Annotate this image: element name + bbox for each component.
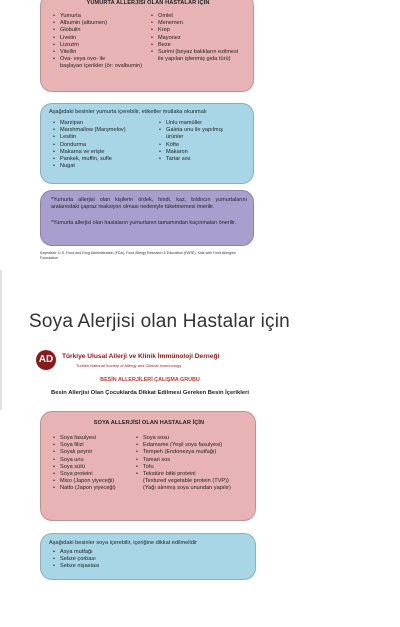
- soy-main-box: [40, 411, 256, 521]
- egg-note-box: [40, 190, 254, 246]
- list-item: • Soya fasulyesi: [53, 435, 143, 442]
- list-item: • Sebze çorbası: [53, 556, 233, 563]
- list-item: • Menemen: [151, 20, 255, 27]
- list-item: • Marzipan: [53, 120, 153, 127]
- list-item: • Köfte: [159, 142, 255, 149]
- soy-main-col1: [53, 435, 143, 493]
- list-item: • Surimi (beyaz balıkların ezilmesi ile yapılan işlenmiş gıda türü): [151, 49, 255, 63]
- study-group: BESİN ALLERJİLERİ ÇALIŞMA GRUBU: [100, 377, 200, 383]
- list-item: • Soya sütü: [53, 464, 143, 471]
- list-item: • Pankek, muffin, sufle: [53, 156, 153, 163]
- list-item: • Globulin: [53, 27, 153, 34]
- list-item: • Soya filizi: [53, 442, 143, 449]
- list-item: • Lizozim: [53, 42, 153, 49]
- list-item: • Krep: [151, 27, 255, 34]
- egg-main-box: [40, 0, 254, 92]
- association-name-en: Turkish National Society of Allergy and Clinical Immunology: [76, 363, 182, 368]
- list-item: • Edamame (Yeşil soya fasulyesi): [136, 442, 257, 449]
- list-item: • Nugat: [53, 163, 153, 170]
- egg-maybe-col1: [53, 120, 153, 170]
- egg-main-col1: [53, 13, 153, 71]
- list-item: • Ova- veya ovo- ile başlayan içerikler (ör: ovalbumin): [53, 56, 153, 70]
- egg-maybe-col2: [159, 120, 255, 163]
- egg-main-box-title: YUMURTA ALLERJİSİ OLAN HASTALAR İÇİN: [86, 0, 210, 6]
- soy-poster-subtitle: Besin Allerjisi Olan Çocuklarda Dikkat Edilmesi Gereken Besin İçerikleri: [51, 390, 249, 396]
- list-item: • Natto (Japon yiyeceği): [53, 485, 143, 492]
- egg-note-1: *Yumurta allerjisi olan kişilerin ördek, hindi, kaz, bıldırcın yumurtalarını aralarındaki çapraz reaksiyon olması nedeniyle tüketmemesi önerilir.: [51, 197, 247, 211]
- association-name: Türkiye Ulusal Allerji ve Klinik İmmünoloji Derneği: [62, 353, 220, 360]
- list-item: • Tekstüre bitki proteini (Textured vegetable protein (TVP)) (Yağı alınmış soya unundan yapılır): [136, 471, 257, 493]
- list-item: • Livetin: [53, 35, 153, 42]
- page-edge: [0, 270, 2, 410]
- list-item: • Beze: [151, 42, 255, 49]
- list-item: • Lesitin: [53, 134, 153, 141]
- list-item: • Soya sosu: [136, 435, 257, 442]
- list-item: • Tempeh (Endonezya mutfağı): [136, 449, 257, 456]
- list-item: • Soyalı peynir: [53, 449, 143, 456]
- list-item: • Tartar sos: [159, 156, 255, 163]
- list-item: • Tamari sos: [136, 457, 257, 464]
- egg-source: Kaynaklar: U.S. Food and Drug Administration (FDA), Food Allergy Research & Education (FARE), Kids with Food Allergies Foundation: [40, 251, 236, 260]
- egg-maybe-box-title: Aşağıdaki besinler yumurta içerebilir, etiketler mutlaka okunmalı: [49, 109, 207, 115]
- association-logo-icon: [36, 350, 56, 370]
- egg-note-2: *Yumurta allerjisi olan hastaların yumurtanın tamamından kaçınmaları önerilir.: [51, 220, 237, 226]
- list-item: • Vitellin: [53, 49, 153, 56]
- list-item: • Soya unu: [53, 457, 143, 464]
- soy-main-col2: [136, 435, 257, 493]
- soy-maybe-list: [53, 549, 233, 571]
- list-item: • Unlu mamüller: [159, 120, 255, 127]
- soy-main-box-title: SOYA ALLERJİSİ OLAN HASTALAR İÇİN: [93, 420, 205, 426]
- list-item: • Galeta unu ile yapılmış ürünler: [159, 127, 255, 141]
- list-item: • Yumurta: [53, 13, 153, 20]
- egg-maybe-box: [40, 103, 254, 184]
- list-item: • Dondurma: [53, 142, 153, 149]
- list-item: • Miso (Japon yiyeceği): [53, 478, 143, 485]
- section-title: Soya Alerjisi olan Hastalar için: [29, 311, 290, 332]
- list-item: • Mayonez: [151, 35, 255, 42]
- list-item: • Soya proteini: [53, 471, 143, 478]
- logo-letters: AD: [38, 354, 54, 365]
- list-item: • Makaron: [159, 149, 255, 156]
- list-item: • Asya mutfağı: [53, 549, 233, 556]
- list-item: • Tofu: [136, 464, 257, 471]
- egg-main-col2: [151, 13, 255, 63]
- list-item: • Sebze nişastası: [53, 563, 233, 570]
- list-item: • Makarna ve erişte: [53, 149, 153, 156]
- soy-maybe-box: [40, 533, 256, 580]
- list-item: • Albumin (albumen): [53, 20, 153, 27]
- list-item: • Omlet: [151, 13, 255, 20]
- soy-maybe-box-title: Aşağıdaki besinler soya içerebilir, içeriğine dikkat edilmelidir: [49, 540, 197, 546]
- list-item: • Marshmallow (Marşmelov): [53, 127, 153, 134]
